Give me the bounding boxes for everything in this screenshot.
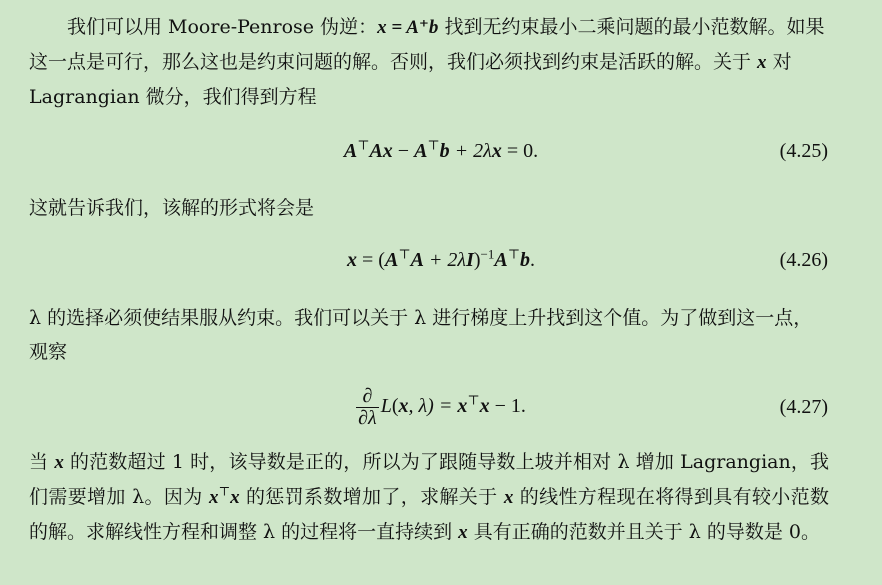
- paragraph-intro: [29, 10, 829, 114]
- partial-fraction: $\frac{\partial}{\partial\lambda}$: [358, 385, 377, 429]
- inline-math-x: x: [230, 487, 240, 508]
- inline-math-x: x: [458, 522, 468, 543]
- equation-number: (4.27): [779, 396, 828, 418]
- equation-4-27: [0, 386, 882, 436]
- inline-math-x: x: [54, 452, 64, 473]
- paragraph-gradient-ascent: 当 x 的范数超过 1 时，该导数是正的，所以为了跟随导数上坡并相对 λ 增加 Lagrangian，我们需要增加 λ。因为 x⊤x 的惩罚系数增加了，求解关于 x 的线性方程现在将得到具有较小范数的解。求解线性方程和调整 λ 的过程将一直持续到 x 具有正确的范数并且关于 λ 的导数是 0。: [29, 451, 829, 543]
- inline-math-pseudoinverse: x = A⁺b: [377, 17, 439, 38]
- paragraph-solution-form: 这就告诉我们，该解的形式将会是: [29, 197, 315, 219]
- inline-math-x: x: [503, 487, 514, 508]
- equation-body: $\frac{\partial}{\partial\lambda}$ L(x, λ) = x⊤x − 1.: [358, 385, 526, 429]
- text-segment: 我们可以用 Moore-Penrose 伪逆：: [67, 16, 378, 38]
- equation-number: (4.25): [779, 140, 828, 162]
- inline-math-x: x: [208, 487, 219, 508]
- equation-4-25: [0, 137, 882, 180]
- equation-body: A⊤Ax − A⊤b + 2λx = 0.: [343, 137, 539, 162]
- text-segment: 找到无约束最小二乘问题的最小范数解。如果这一点是可行，那么这也是约束问题的解。否则，我们必须找到约束是活跃的解。关于: [29, 16, 825, 73]
- equation-4-26: [0, 246, 882, 289]
- inline-math-x: x: [757, 52, 767, 73]
- equation-body: $x = (A^⊤A + 2\lambda I)^{-1}A^⊤b$.: [347, 246, 535, 271]
- paragraph-lambda-choice: λ 的选择必须使结果服从约束。我们可以关于 λ 进行梯度上升找到这个值。为了做到这一点，观察: [29, 307, 813, 363]
- equation-number: (4.26): [779, 249, 828, 271]
- text-segment: 对 Lagrangian 微分，我们得到方程: [29, 51, 792, 108]
